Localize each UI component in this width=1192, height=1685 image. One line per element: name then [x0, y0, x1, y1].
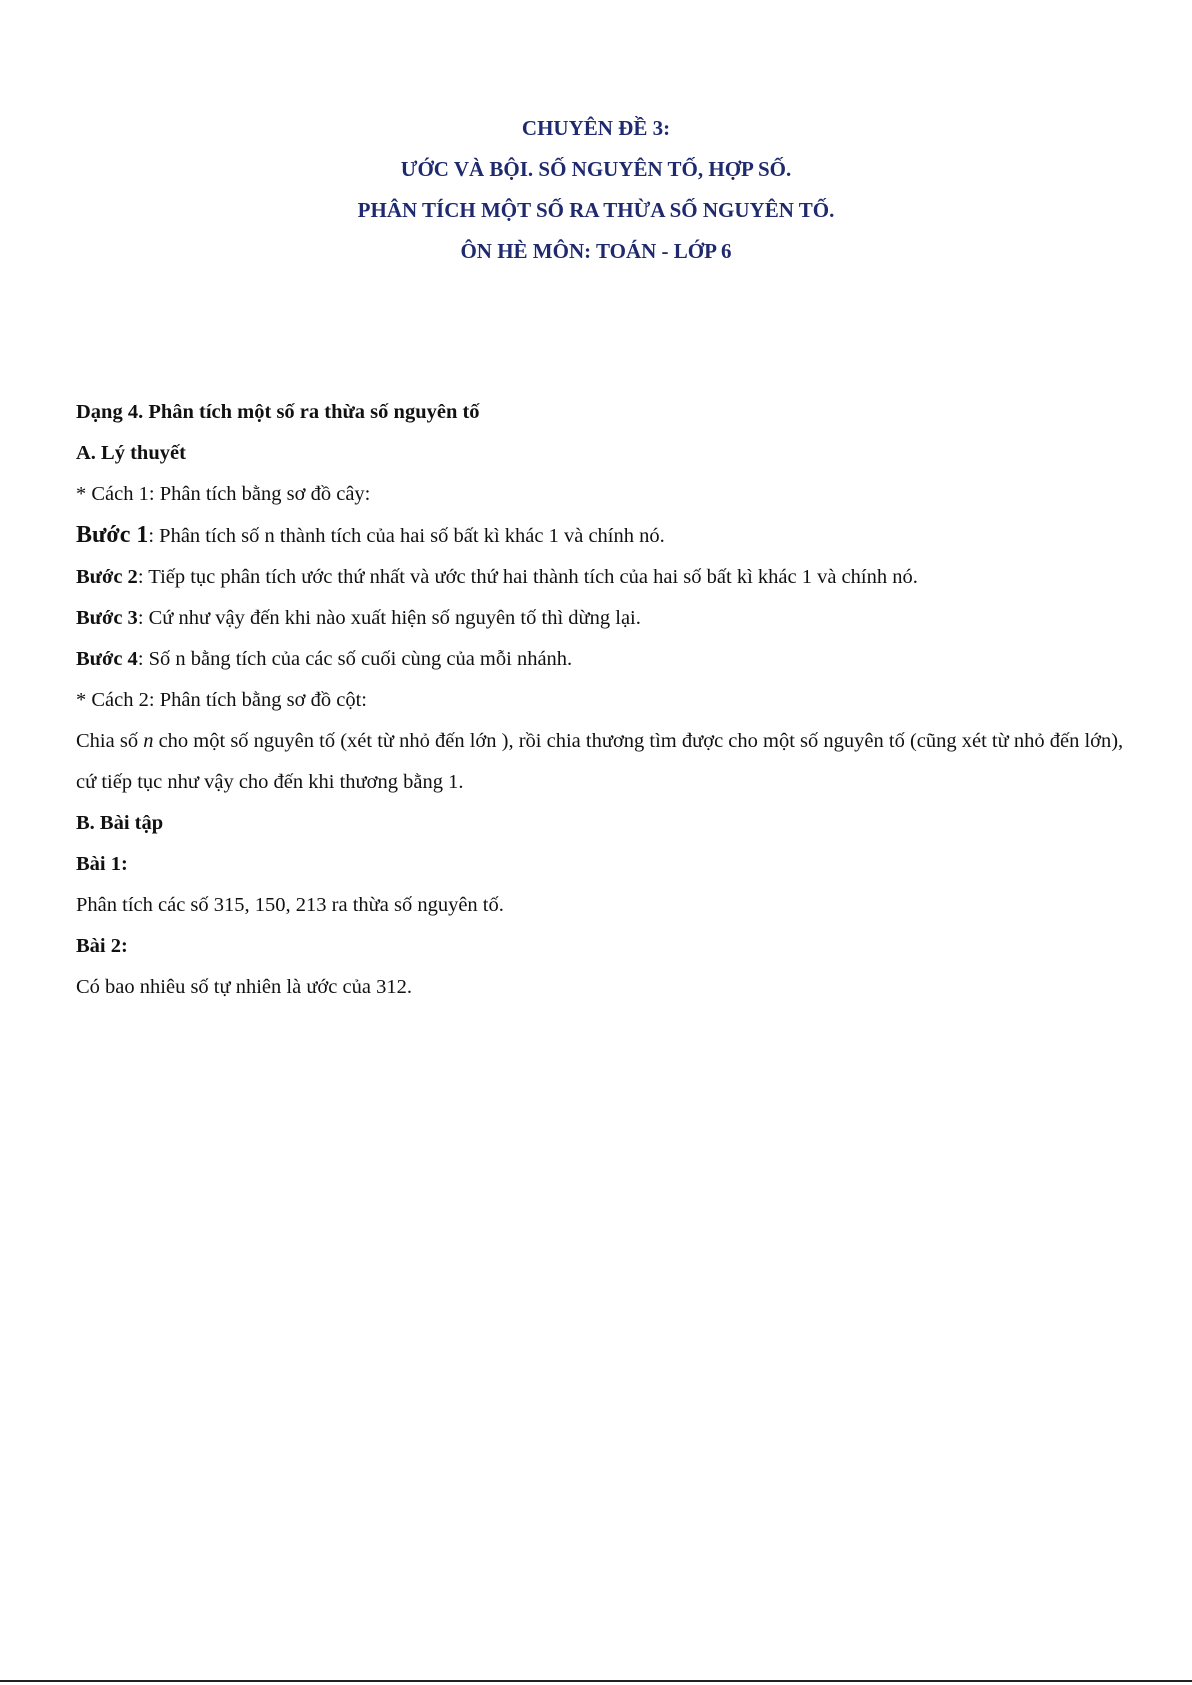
exercise-2-text: Có bao nhiêu số tự nhiên là ước của 312.	[76, 976, 412, 998]
section-heading: Dạng 4. Phân tích một số ra thừa số nguyên tố	[76, 401, 480, 423]
step-4-text: : Số n bằng tích của các số cuối cùng của mỗi nhánh.	[137, 648, 573, 670]
step-1	[76, 515, 1126, 557]
exercise-1-text: Phân tích các số 315, 150, 213 ra thừa số nguyên tố.	[76, 894, 504, 916]
method-2-text-a: Chia số	[76, 730, 144, 752]
step-1-text: : Phân tích số n thành tích của hai số bất kì khác 1 và chính nó.	[148, 525, 665, 547]
step-3-label: Bước 3	[76, 607, 138, 629]
title-line-topic: CHUYÊN ĐỀ 3:	[521, 116, 671, 140]
step-3-text: : Cứ như vậy đến khi nào xuất hiện số nguyên tố thì dừng lại.	[137, 607, 641, 629]
step-2	[76, 557, 1126, 598]
method-1-heading: * Cách 1: Phân tích bằng sơ đồ cây:	[76, 483, 371, 505]
method-2-text-b: cho một số nguyên tố (xét từ nhỏ đến lớn ), rồi chia thương tìm được cho một số nguyên tố (cũng xét từ nhỏ đến lớn), cứ tiếp tục như vậy cho đến khi thương bằng 1.	[76, 730, 1124, 793]
step-2-text: : Tiếp tục phân tích ước thứ nhất và ước thứ hai thành tích của hai số bất kì khác 1 và chính nó.	[137, 566, 918, 588]
step-2-label: Bước 2	[76, 566, 138, 588]
title-line-subtopic: PHÂN TÍCH MỘT SỐ RA THỪA SỐ NGUYÊN TỐ.	[357, 198, 835, 222]
document-body	[76, 392, 1126, 1008]
document-title	[0, 108, 1192, 272]
exercise-heading: B. Bài tập	[76, 812, 164, 834]
exercise-2-label: Bài 2:	[76, 935, 128, 957]
theory-heading: A. Lý thuyết	[76, 442, 186, 464]
exercise-1-label: Bài 1:	[76, 853, 128, 875]
step-4	[76, 639, 1126, 680]
method-2-heading: * Cách 2: Phân tích bằng sơ đồ cột:	[76, 689, 367, 711]
step-4-label: Bước 4	[76, 648, 138, 670]
title-line-course: ÔN HÈ MÔN: TOÁN - LỚP 6	[460, 239, 732, 263]
step-3	[76, 598, 1126, 639]
method-2-paragraph	[76, 721, 1126, 803]
step-1-label: Bước 1	[76, 522, 149, 548]
title-line-subject: ƯỚC VÀ BỘI. SỐ NGUYÊN TỐ, HỢP SỐ.	[400, 157, 792, 181]
method-2-variable: n	[143, 730, 154, 752]
footer-divider	[0, 1680, 1192, 1682]
